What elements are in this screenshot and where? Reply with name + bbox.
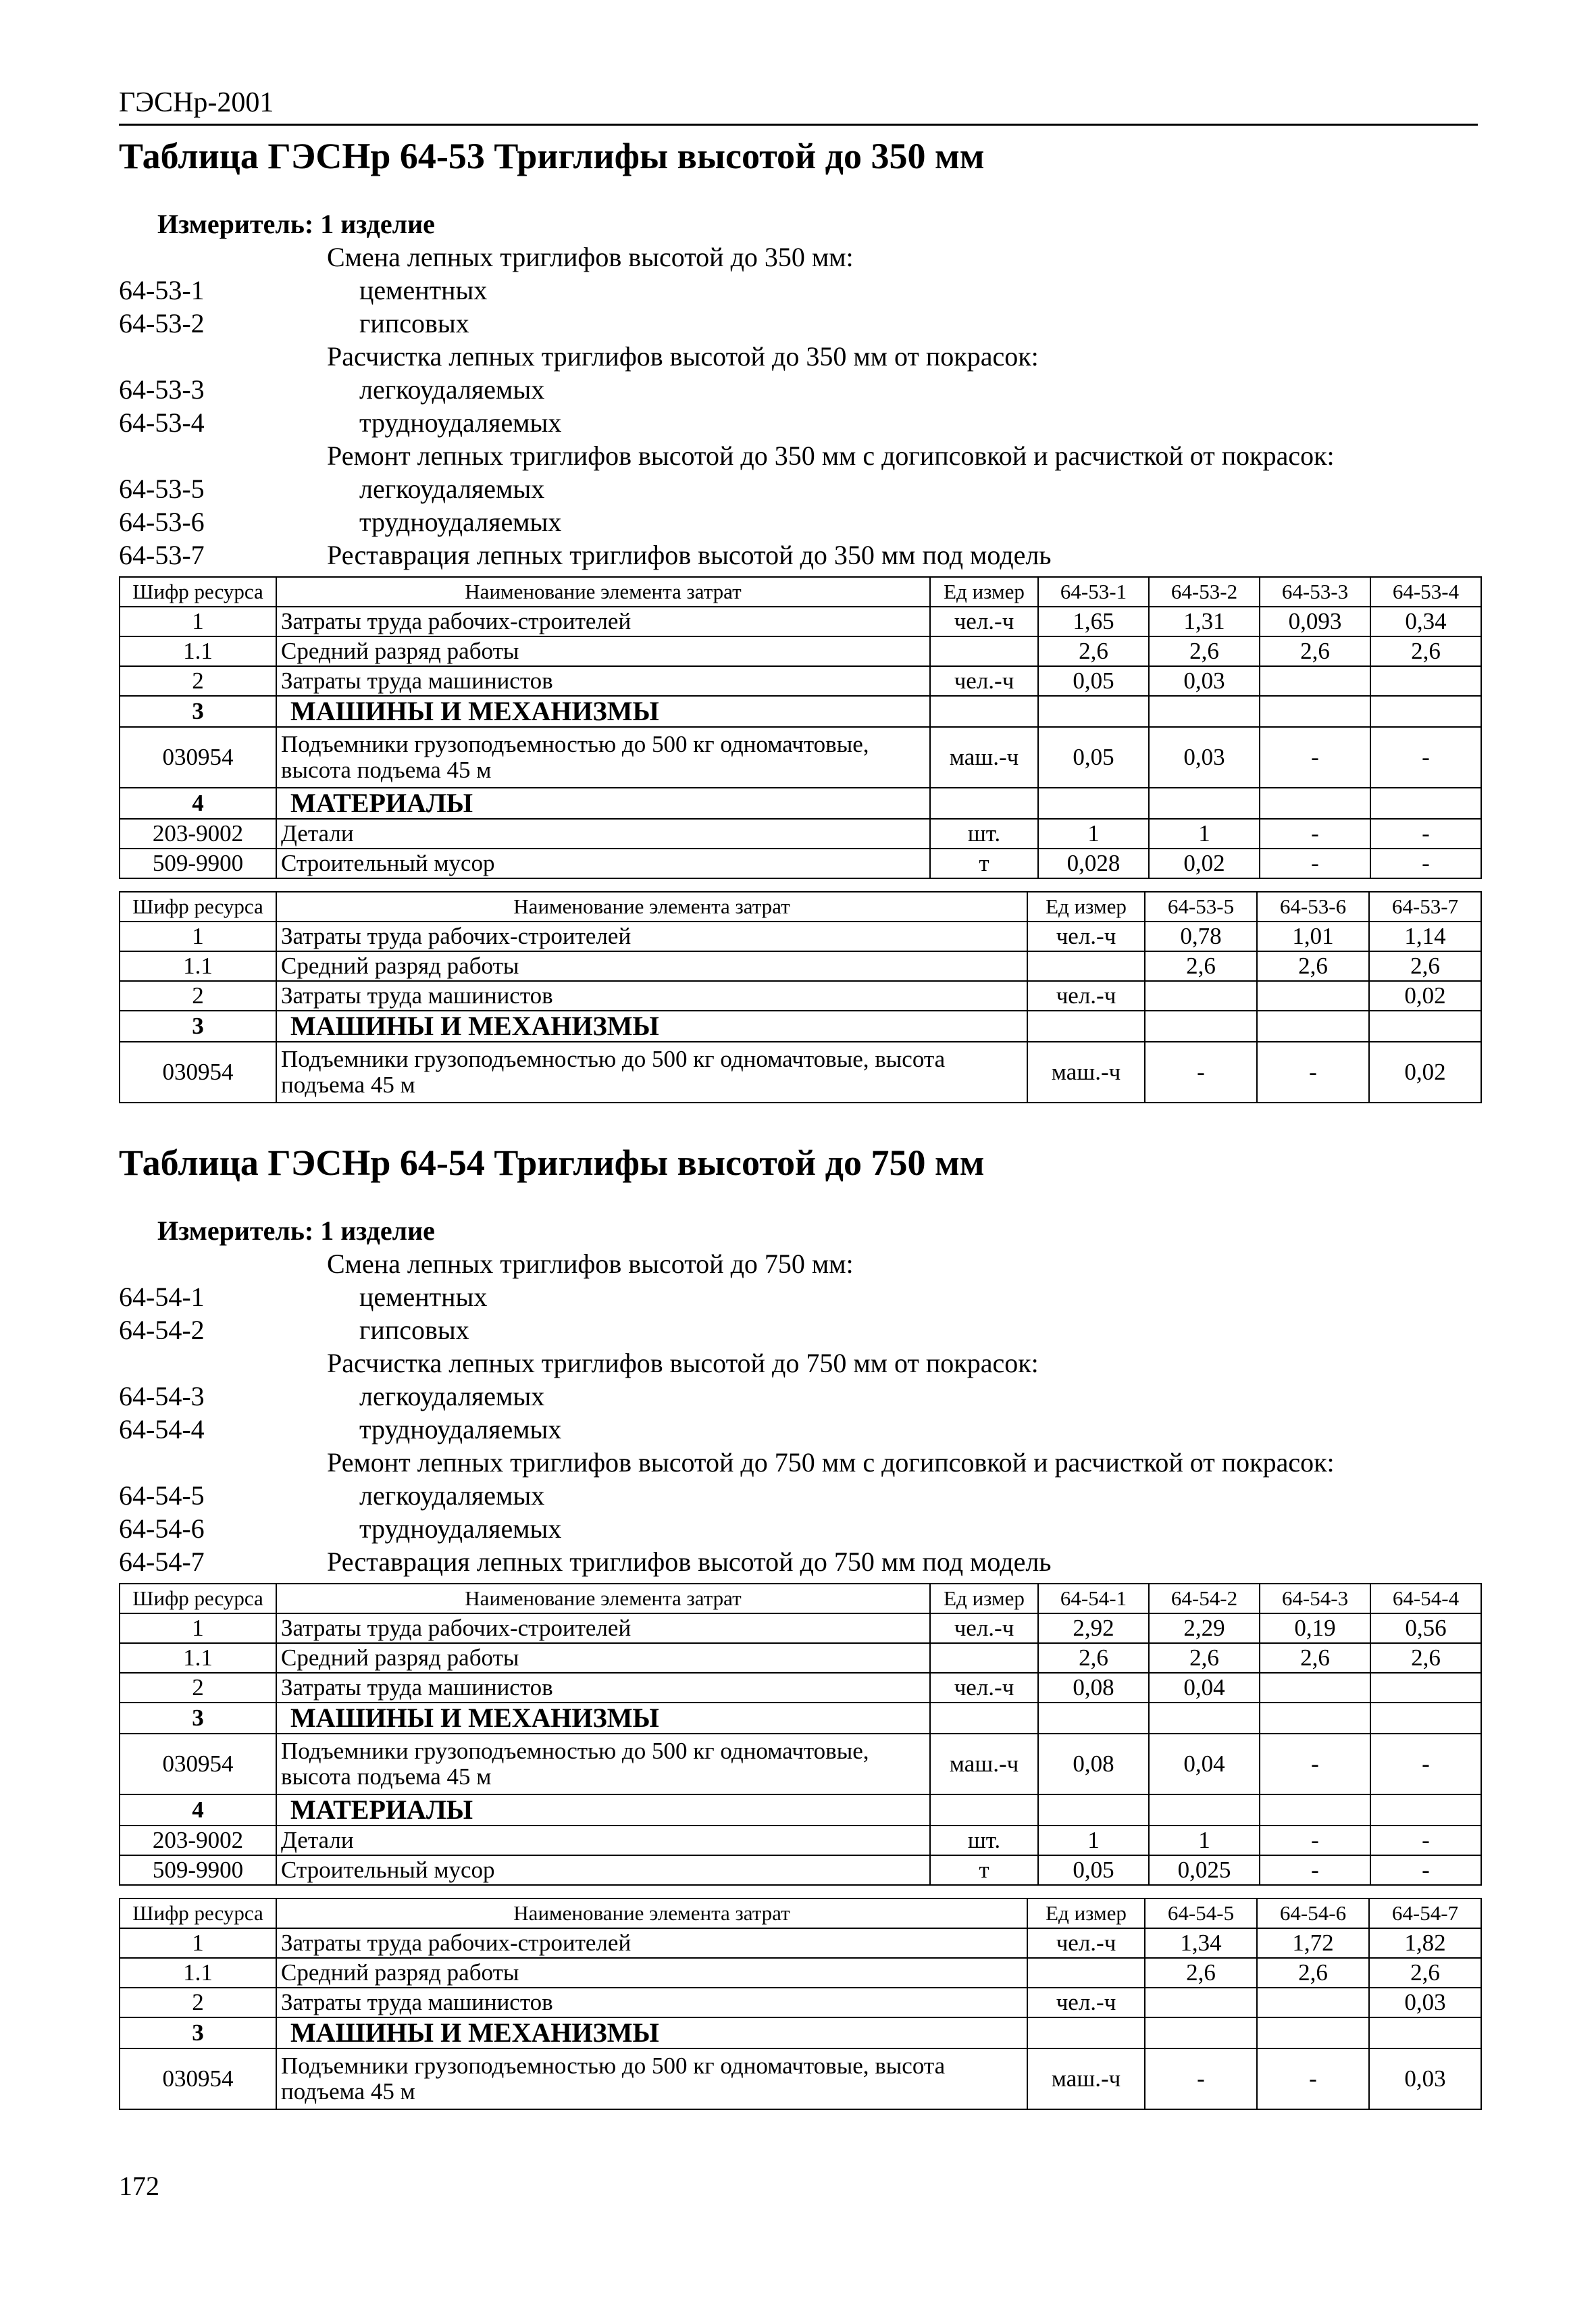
cost-element-name: Затраты труда машинистов bbox=[276, 666, 930, 696]
column-header: 64-53-6 bbox=[1257, 892, 1369, 922]
column-header: Наименование элемента затрат bbox=[276, 1584, 930, 1613]
norm-value bbox=[1038, 1703, 1149, 1734]
norm-value bbox=[1260, 696, 1370, 727]
table-row bbox=[120, 1855, 1481, 1885]
description-line bbox=[0, 1314, 1596, 1347]
table-header-row bbox=[120, 1584, 1481, 1613]
group-row bbox=[120, 1011, 1481, 1042]
description-code: 64-53-2 bbox=[119, 308, 205, 338]
norm-value: 1 bbox=[1038, 1826, 1149, 1855]
norm-value bbox=[1260, 1703, 1370, 1734]
measure-line bbox=[157, 1215, 435, 1247]
table-row bbox=[120, 849, 1481, 878]
resource-code: 2 bbox=[120, 1673, 276, 1703]
table-header-row bbox=[120, 1898, 1481, 1928]
norm-value bbox=[1260, 666, 1370, 696]
unit-of-measure: чел.-ч bbox=[930, 607, 1038, 636]
column-header: Шифр ресурса bbox=[120, 1898, 276, 1928]
description-line bbox=[0, 473, 1596, 506]
cost-element-name: Подъемники грузоподъемностью до 500 кг одномачтовые, высота подъема 45 м bbox=[276, 1042, 1027, 1103]
cost-element-name: Подъемники грузоподъемностью до 500 кг одномачтовые, высота подъема 45 м bbox=[276, 2048, 1027, 2109]
norm-value: 2,6 bbox=[1257, 951, 1369, 981]
norm-value: 2,6 bbox=[1145, 1958, 1257, 1988]
column-header: 64-53-1 bbox=[1038, 577, 1149, 607]
description-line bbox=[0, 1347, 1596, 1380]
description-line bbox=[0, 1513, 1596, 1546]
page-number: 172 bbox=[119, 2171, 159, 2201]
norm-value bbox=[1260, 1673, 1370, 1703]
description-line bbox=[0, 341, 1596, 374]
description-code: 64-54-5 bbox=[119, 1480, 205, 1511]
norm-value: 2,6 bbox=[1257, 1958, 1369, 1988]
norm-value: 0,03 bbox=[1149, 727, 1260, 788]
section-title: Таблица ГЭСНр 64-54 Триглифы высотой до 750 мм bbox=[119, 1142, 985, 1183]
resource-code: 203-9002 bbox=[120, 819, 276, 849]
norm-value bbox=[1370, 1673, 1481, 1703]
table-row bbox=[120, 1673, 1481, 1703]
resource-code: 030954 bbox=[120, 2048, 276, 2109]
norm-value: 1 bbox=[1149, 1826, 1260, 1855]
norm-value bbox=[1257, 981, 1369, 1011]
resource-code: 2 bbox=[120, 981, 276, 1011]
norm-value: 2,6 bbox=[1149, 1643, 1260, 1673]
table-row bbox=[120, 922, 1481, 951]
norm-value: - bbox=[1260, 1826, 1370, 1855]
description-text: Расчистка лепных триглифов высотой до 750 мм от покрасок: bbox=[327, 1348, 1039, 1378]
column-header: Шифр ресурса bbox=[120, 577, 276, 607]
table-row bbox=[120, 1042, 1481, 1103]
resource-code: 1.1 bbox=[120, 951, 276, 981]
norm-value bbox=[1369, 2017, 1481, 2048]
running-header: ГЭСНр-2001 bbox=[119, 87, 274, 118]
description-text: легкоудаляемых bbox=[359, 1480, 545, 1511]
description-code: 64-53-5 bbox=[119, 474, 205, 504]
resource-code: 1.1 bbox=[120, 1958, 276, 1988]
norm-value: 1,65 bbox=[1038, 607, 1149, 636]
table-row bbox=[120, 981, 1481, 1011]
description-line bbox=[0, 374, 1596, 407]
unit-of-measure: чел.-ч bbox=[1027, 1988, 1145, 2017]
unit-of-measure: маш.-ч bbox=[1027, 2048, 1145, 2109]
norm-value: 2,6 bbox=[1260, 636, 1370, 666]
description-text: Ремонт лепных триглифов высотой до 350 мм с догипсовкой и расчисткой от покрасок: bbox=[327, 441, 1335, 471]
norm-value bbox=[1145, 1988, 1257, 2017]
description-code: 64-54-1 bbox=[119, 1282, 205, 1312]
group-row bbox=[120, 696, 1481, 727]
resource-code: 1 bbox=[120, 607, 276, 636]
norm-value: - bbox=[1370, 727, 1481, 788]
resource-code: 2 bbox=[120, 666, 276, 696]
cost-element-name: Затраты труда рабочих-строителей bbox=[276, 922, 1027, 951]
description-line bbox=[0, 274, 1596, 307]
norm-value: 0,03 bbox=[1369, 1988, 1481, 2017]
description-text: Реставрация лепных триглифов высотой до 750 мм под модель bbox=[327, 1546, 1052, 1577]
table-header-row bbox=[120, 577, 1481, 607]
table-row bbox=[120, 819, 1481, 849]
norm-value bbox=[1145, 2017, 1257, 2048]
unit-of-measure: маш.-ч bbox=[930, 1734, 1038, 1794]
table-row bbox=[120, 636, 1481, 666]
norm-value bbox=[1260, 788, 1370, 819]
cost-element-name: Средний разряд работы bbox=[276, 636, 930, 666]
resource-code: 203-9002 bbox=[120, 1826, 276, 1855]
resource-code: 1 bbox=[120, 1928, 276, 1958]
norm-value bbox=[1149, 788, 1260, 819]
norm-value: 2,6 bbox=[1260, 1643, 1370, 1673]
norm-value: - bbox=[1145, 1042, 1257, 1103]
table-row bbox=[120, 666, 1481, 696]
unit-of-measure: маш.-ч bbox=[1027, 1042, 1145, 1103]
measure-label: Измеритель: bbox=[157, 209, 314, 239]
norm-value: 1,14 bbox=[1369, 922, 1481, 951]
norm-value: 1,82 bbox=[1369, 1928, 1481, 1958]
resource-code: 1.1 bbox=[120, 1643, 276, 1673]
cost-element-name: Затраты труда рабочих-строителей bbox=[276, 607, 930, 636]
description-text: гипсовых bbox=[359, 308, 469, 338]
resource-code: 1.1 bbox=[120, 636, 276, 666]
description-line bbox=[0, 506, 1596, 539]
unit-of-measure: т bbox=[930, 849, 1038, 878]
group-row bbox=[120, 2017, 1481, 2048]
table-header-row bbox=[120, 892, 1481, 922]
description-text: Смена лепных триглифов высотой до 350 мм: bbox=[327, 242, 854, 272]
column-header: 64-53-7 bbox=[1369, 892, 1481, 922]
norm-value bbox=[1038, 788, 1149, 819]
unit-of-measure: шт. bbox=[930, 819, 1038, 849]
norm-value: - bbox=[1370, 1855, 1481, 1885]
cost-element-name: Затраты труда машинистов bbox=[276, 1988, 1027, 2017]
column-header: 64-54-4 bbox=[1370, 1584, 1481, 1613]
norm-value: 2,6 bbox=[1370, 636, 1481, 666]
unit-of-measure bbox=[1027, 951, 1145, 981]
group-row bbox=[120, 1794, 1481, 1826]
norm-value: 0,05 bbox=[1038, 1855, 1149, 1885]
description-text: гипсовых bbox=[359, 1315, 469, 1345]
norm-value bbox=[1370, 1794, 1481, 1826]
norm-value: 1,34 bbox=[1145, 1928, 1257, 1958]
norm-value: 2,6 bbox=[1145, 951, 1257, 981]
cost-element-name: Детали bbox=[276, 1826, 930, 1855]
norm-value bbox=[1149, 1703, 1260, 1734]
norm-value: 0,04 bbox=[1149, 1673, 1260, 1703]
unit-of-measure bbox=[1027, 2017, 1145, 2048]
unit-of-measure: чел.-ч bbox=[1027, 922, 1145, 951]
resource-code: 509-9900 bbox=[120, 849, 276, 878]
table-row bbox=[120, 727, 1481, 788]
norm-value bbox=[1038, 1794, 1149, 1826]
norm-value bbox=[1038, 696, 1149, 727]
header-rule bbox=[119, 124, 1478, 126]
unit-of-measure: шт. bbox=[930, 1826, 1038, 1855]
unit-of-measure: чел.-ч bbox=[930, 666, 1038, 696]
norm-value: 1 bbox=[1149, 819, 1260, 849]
norm-value: - bbox=[1370, 819, 1481, 849]
description-code: 64-53-1 bbox=[119, 275, 205, 305]
resource-code: 4 bbox=[120, 1794, 276, 1826]
description-line bbox=[0, 1447, 1596, 1480]
description-text: трудноудаляемых bbox=[359, 1513, 562, 1544]
norm-value: - bbox=[1260, 849, 1370, 878]
description-line bbox=[0, 1413, 1596, 1447]
table-section bbox=[0, 135, 1596, 1135]
table-row bbox=[120, 1988, 1481, 2017]
cost-element-name: МАТЕРИАЛЫ bbox=[276, 1794, 930, 1826]
norm-value: 0,03 bbox=[1149, 666, 1260, 696]
description-line bbox=[0, 1281, 1596, 1314]
table-row bbox=[120, 1613, 1481, 1643]
unit-of-measure bbox=[930, 1794, 1038, 1826]
norm-value bbox=[1370, 696, 1481, 727]
cost-element-name: МАШИНЫ И МЕХАНИЗМЫ bbox=[276, 696, 930, 727]
resource-table bbox=[119, 891, 1482, 1103]
resource-code: 1 bbox=[120, 1613, 276, 1643]
norm-value: 0,03 bbox=[1369, 2048, 1481, 2109]
column-header: 64-54-2 bbox=[1149, 1584, 1260, 1613]
description-line bbox=[0, 1248, 1596, 1281]
column-header: 64-54-3 bbox=[1260, 1584, 1370, 1613]
description-text: цементных bbox=[359, 275, 488, 305]
description-line bbox=[0, 1380, 1596, 1413]
norm-value: 0,04 bbox=[1149, 1734, 1260, 1794]
description-code: 64-53-3 bbox=[119, 374, 205, 405]
cost-element-name: Средний разряд работы bbox=[276, 1643, 930, 1673]
norm-value: - bbox=[1260, 1855, 1370, 1885]
unit-of-measure bbox=[930, 1643, 1038, 1673]
table-row bbox=[120, 1734, 1481, 1794]
norm-value: 2,6 bbox=[1038, 1643, 1149, 1673]
description-code: 64-54-3 bbox=[119, 1381, 205, 1411]
cost-element-name: Затраты труда рабочих-строителей bbox=[276, 1928, 1027, 1958]
norm-value: 0,025 bbox=[1149, 1855, 1260, 1885]
unit-of-measure: чел.-ч bbox=[930, 1673, 1038, 1703]
unit-of-measure: чел.-ч bbox=[1027, 1928, 1145, 1958]
column-header: Наименование элемента затрат bbox=[276, 1898, 1027, 1928]
description-text: трудноудаляемых bbox=[359, 407, 562, 438]
description-line bbox=[0, 1546, 1596, 1579]
cost-element-name: Средний разряд работы bbox=[276, 951, 1027, 981]
norm-value: 0,02 bbox=[1149, 849, 1260, 878]
description-text: цементных bbox=[359, 1282, 488, 1312]
cost-element-name: МАШИНЫ И МЕХАНИЗМЫ bbox=[276, 2017, 1027, 2048]
norm-value bbox=[1149, 696, 1260, 727]
resource-code: 030954 bbox=[120, 1042, 276, 1103]
norm-value: - bbox=[1370, 1734, 1481, 1794]
norm-value bbox=[1145, 981, 1257, 1011]
cost-element-name: Средний разряд работы bbox=[276, 1958, 1027, 1988]
norm-value: 1,01 bbox=[1257, 922, 1369, 951]
column-header: 64-53-2 bbox=[1149, 577, 1260, 607]
description-code: 64-53-7 bbox=[119, 540, 205, 570]
norm-value: 2,6 bbox=[1149, 636, 1260, 666]
column-header: 64-54-5 bbox=[1145, 1898, 1257, 1928]
column-header: Ед измер bbox=[1027, 1898, 1145, 1928]
norm-value bbox=[1257, 2017, 1369, 2048]
resource-code: 3 bbox=[120, 1703, 276, 1734]
resource-code: 030954 bbox=[120, 1734, 276, 1794]
resource-code: 030954 bbox=[120, 727, 276, 788]
column-header: Шифр ресурса bbox=[120, 892, 276, 922]
cost-element-name: Затраты труда машинистов bbox=[276, 981, 1027, 1011]
cost-element-name: Строительный мусор bbox=[276, 1855, 930, 1885]
description-line bbox=[0, 539, 1596, 572]
norm-value: - bbox=[1370, 849, 1481, 878]
table-row bbox=[120, 607, 1481, 636]
norm-value bbox=[1369, 1011, 1481, 1042]
norm-value: 2,29 bbox=[1149, 1613, 1260, 1643]
resource-code: 1 bbox=[120, 922, 276, 951]
cost-element-name: Затраты труда рабочих-строителей bbox=[276, 1613, 930, 1643]
norm-value: 2,6 bbox=[1369, 1958, 1481, 1988]
cost-element-name: Затраты труда машинистов bbox=[276, 1673, 930, 1703]
norm-value: - bbox=[1257, 2048, 1369, 2109]
cost-element-name: Подъемники грузоподъемностью до 500 кг одномачтовые, высота подъема 45 м bbox=[276, 1734, 930, 1794]
resource-code: 3 bbox=[120, 2017, 276, 2048]
unit-of-measure bbox=[930, 1703, 1038, 1734]
measure-value: 1 изделие bbox=[320, 1215, 435, 1246]
cost-element-name: МАШИНЫ И МЕХАНИЗМЫ bbox=[276, 1703, 930, 1734]
unit-of-measure bbox=[930, 636, 1038, 666]
description-code: 64-53-4 bbox=[119, 407, 205, 438]
unit-of-measure bbox=[1027, 1958, 1145, 1988]
description-text: легкоудаляемых bbox=[359, 474, 545, 504]
norm-value: 0,05 bbox=[1038, 727, 1149, 788]
resource-code: 2 bbox=[120, 1988, 276, 2017]
cost-element-name: МАТЕРИАЛЫ bbox=[276, 788, 930, 819]
description-text: трудноудаляемых bbox=[359, 1414, 562, 1444]
description-code: 64-54-2 bbox=[119, 1315, 205, 1345]
resource-table bbox=[119, 576, 1482, 879]
unit-of-measure: маш.-ч bbox=[930, 727, 1038, 788]
cost-element-name: МАШИНЫ И МЕХАНИЗМЫ bbox=[276, 1011, 1027, 1042]
unit-of-measure: чел.-ч bbox=[1027, 981, 1145, 1011]
column-header: 64-54-7 bbox=[1369, 1898, 1481, 1928]
norm-value: 0,093 bbox=[1260, 607, 1370, 636]
norm-value: - bbox=[1260, 727, 1370, 788]
table-row bbox=[120, 2048, 1481, 2109]
norm-value bbox=[1257, 1011, 1369, 1042]
resource-code: 4 bbox=[120, 788, 276, 819]
description-code: 64-54-7 bbox=[119, 1546, 205, 1577]
description-text: трудноудаляемых bbox=[359, 507, 562, 537]
column-header: Наименование элемента затрат bbox=[276, 577, 930, 607]
column-header: Ед измер bbox=[930, 1584, 1038, 1613]
description-code: 64-54-4 bbox=[119, 1414, 205, 1444]
norm-value: 0,08 bbox=[1038, 1734, 1149, 1794]
table-row bbox=[120, 951, 1481, 981]
column-header: 64-53-5 bbox=[1145, 892, 1257, 922]
group-row bbox=[120, 788, 1481, 819]
description-line bbox=[0, 1480, 1596, 1513]
norm-value: 2,92 bbox=[1038, 1613, 1149, 1643]
norm-value: 0,78 bbox=[1145, 922, 1257, 951]
description-line bbox=[0, 307, 1596, 341]
norm-value: 0,02 bbox=[1369, 1042, 1481, 1103]
norm-value bbox=[1370, 788, 1481, 819]
resource-code: 3 bbox=[120, 1011, 276, 1042]
description-text: Смена лепных триглифов высотой до 750 мм: bbox=[327, 1249, 854, 1279]
cost-element-name: Строительный мусор bbox=[276, 849, 930, 878]
norm-value: 1,31 bbox=[1149, 607, 1260, 636]
table-row bbox=[120, 1958, 1481, 1988]
resource-table bbox=[119, 1898, 1482, 2110]
unit-of-measure: т bbox=[930, 1855, 1038, 1885]
norm-value bbox=[1257, 1988, 1369, 2017]
column-header: Наименование элемента затрат bbox=[276, 892, 1027, 922]
measure-value: 1 изделие bbox=[320, 209, 435, 239]
table-row bbox=[120, 1928, 1481, 1958]
unit-of-measure bbox=[930, 788, 1038, 819]
norm-value: - bbox=[1257, 1042, 1369, 1103]
norm-value: - bbox=[1370, 1826, 1481, 1855]
description-code: 64-54-6 bbox=[119, 1513, 205, 1544]
table-section bbox=[0, 1142, 1596, 2142]
column-header: 64-53-4 bbox=[1370, 577, 1481, 607]
norm-value: - bbox=[1260, 819, 1370, 849]
description-line bbox=[0, 241, 1596, 274]
column-header: Шифр ресурса bbox=[120, 1584, 276, 1613]
norm-value: 2,6 bbox=[1370, 1643, 1481, 1673]
norm-value bbox=[1260, 1794, 1370, 1826]
norm-value: 1 bbox=[1038, 819, 1149, 849]
cost-element-name: Детали bbox=[276, 819, 930, 849]
table-row bbox=[120, 1826, 1481, 1855]
unit-of-measure bbox=[1027, 1011, 1145, 1042]
cost-element-name: Подъемники грузоподъемностью до 500 кг одномачтовые, высота подъема 45 м bbox=[276, 727, 930, 788]
measure-label: Измеритель: bbox=[157, 1215, 314, 1246]
norm-value: - bbox=[1145, 2048, 1257, 2109]
description-text: Ремонт лепных триглифов высотой до 750 мм с догипсовкой и расчисткой от покрасок: bbox=[327, 1447, 1335, 1478]
norm-value: - bbox=[1260, 1734, 1370, 1794]
norm-value bbox=[1149, 1794, 1260, 1826]
resource-code: 509-9900 bbox=[120, 1855, 276, 1885]
unit-of-measure bbox=[930, 696, 1038, 727]
description-text: Реставрация лепных триглифов высотой до 350 мм под модель bbox=[327, 540, 1052, 570]
norm-value: 0,56 bbox=[1370, 1613, 1481, 1643]
section-title: Таблица ГЭСНр 64-53 Триглифы высотой до 350 мм bbox=[119, 136, 985, 176]
column-header: 64-54-1 bbox=[1038, 1584, 1149, 1613]
description-line bbox=[0, 440, 1596, 473]
resource-code: 3 bbox=[120, 696, 276, 727]
norm-value bbox=[1370, 1703, 1481, 1734]
group-row bbox=[120, 1703, 1481, 1734]
norm-value: 0,028 bbox=[1038, 849, 1149, 878]
norm-value: 0,02 bbox=[1369, 981, 1481, 1011]
norm-value: 2,6 bbox=[1369, 951, 1481, 981]
column-header: 64-53-3 bbox=[1260, 577, 1370, 607]
measure-line bbox=[157, 208, 435, 240]
description-code: 64-53-6 bbox=[119, 507, 205, 537]
norm-value: 0,34 bbox=[1370, 607, 1481, 636]
norm-value: 0,19 bbox=[1260, 1613, 1370, 1643]
norm-value: 0,05 bbox=[1038, 666, 1149, 696]
column-header: Ед измер bbox=[930, 577, 1038, 607]
description-line bbox=[0, 407, 1596, 440]
description-text: легкоудаляемых bbox=[359, 374, 545, 405]
norm-value: 0,08 bbox=[1038, 1673, 1149, 1703]
norm-value: 2,6 bbox=[1038, 636, 1149, 666]
norm-value: 1,72 bbox=[1257, 1928, 1369, 1958]
description-text: Расчистка лепных триглифов высотой до 350 мм от покрасок: bbox=[327, 341, 1039, 372]
resource-table bbox=[119, 1583, 1482, 1886]
norm-value bbox=[1370, 666, 1481, 696]
norm-value bbox=[1145, 1011, 1257, 1042]
column-header: Ед измер bbox=[1027, 892, 1145, 922]
description-text: легкоудаляемых bbox=[359, 1381, 545, 1411]
unit-of-measure: чел.-ч bbox=[930, 1613, 1038, 1643]
column-header: 64-54-6 bbox=[1257, 1898, 1369, 1928]
table-row bbox=[120, 1643, 1481, 1673]
